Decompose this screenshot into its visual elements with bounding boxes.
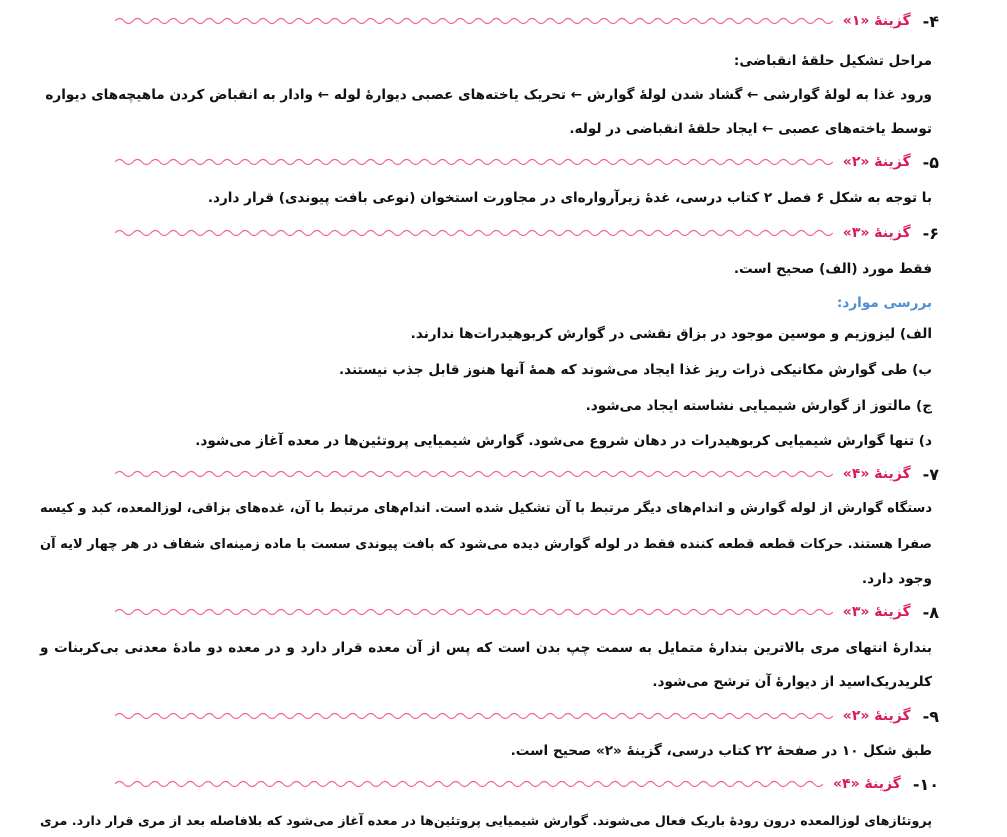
q10-line-1: پروتئازهای لوزالمعده درون رودهٔ باریک فعال می‌شوند. گوارش شیمیایی پروتئین‌ها در معده آغاز می‌شود که بلافاصله بعد از مری قرار دارد. مری [40,813,932,828]
correct-choice: گزینهٔ «۲» [842,708,911,724]
q5-line-1: با توجه به شکل ۶ فصل ۲ کتاب درسی، غدهٔ زیرآرواره‌ای در مجاورت استخوان (نوعی بافت پیوندی) قرار دارد. [207,190,932,206]
q6-review-heading: بررسی موارد: [836,295,932,311]
q6-item-d: د) تنها گوارش شیمیایی کربوهیدرات در دهان شروع می‌شود. گوارش شیمیایی پروتئین‌ها در معده آغاز می‌شود. [195,433,932,449]
answer-header-7 [115,462,939,486]
q6-item-a: الف) لیزوزیم و موسین موجود در بزاق نقشی در گوارش کربوهیدرات‌ها ندارند. [410,326,932,342]
answer-header-8 [115,600,939,624]
wavy-divider [115,778,823,790]
q7-line-1: دستگاه گوارش از لوله گوارش و اندام‌های دیگر مرتبط با آن تشکیل شده است. اندام‌های مرتبط با آن، غده‌های بزاقی، لوزالمعده، کبد و کیسه [40,501,932,516]
q4-line-2: ورود غذا به لولهٔ گوارشی ← گشاد شدن لولهٔ گوارش ← تحریک یاخته‌های عصبی دیوارهٔ لوله ← وادار به انقباض کردن ماهیچه‌های دیواره [45,87,932,103]
question-number: ۱۰- [912,774,939,794]
question-number: ۹- [922,706,939,726]
q8-line-2: کلریدریک‌اسید از دیوارهٔ آن ترشح می‌شود. [652,674,932,690]
correct-choice: گزینهٔ «۱» [842,13,911,29]
correct-choice: گزینهٔ «۴» [833,776,901,792]
correct-choice: گزینهٔ «۲» [842,154,911,170]
answer-header-6 [115,221,939,245]
answer-header-9 [115,704,939,728]
wavy-divider [115,227,833,239]
wavy-divider [115,156,833,168]
correct-choice: گزینهٔ «۴» [842,466,911,482]
wavy-divider [115,468,833,480]
q7-line-2: صفرا هستند. حرکات قطعه قطعه کننده فقط در لوله گوارش دیده می‌شود که بافت پیوندی سست با ماده زمینه‌ای شفاف در هر چهار لایه آن [40,537,932,552]
wavy-divider [115,15,833,27]
answer-header-10 [115,772,939,796]
q9-line-1: طبق شکل ۱۰ در صفحهٔ ۲۲ کتاب درسی، گزینهٔ «۲» صحیح است. [510,743,932,759]
answer-header-4 [115,9,939,33]
q7-line-3: وجود دارد. [861,571,932,587]
wavy-divider [115,606,833,618]
correct-choice: گزینهٔ «۳» [842,604,911,620]
correct-choice: گزینهٔ «۳» [842,225,911,241]
wavy-divider [115,710,833,722]
q4-line-3: توسط یاخته‌های عصبی ← ایجاد حلقهٔ انقباضی در لوله. [569,121,932,137]
q6-item-b: ب) طی گوارش مکانیکی ذرات ریز غذا ایجاد می‌شوند که همهٔ آنها هنوز قابل جذب نیستند. [338,362,932,378]
q6-item-c: ج) مالتوز از گوارش شیمیایی نشاسته ایجاد می‌شود. [585,398,932,414]
question-number: ۴- [922,11,939,31]
question-number: ۷- [922,464,939,484]
question-number: ۶- [922,223,939,243]
question-number: ۵- [922,152,939,172]
q4-line-1: مراحل تشکیل حلقهٔ انقباضی: [733,53,932,69]
answer-header-5 [115,150,939,174]
q8-line-1: بندارهٔ انتهای مری بالاترین بندارهٔ متمایل به سمت چپ بدن است که پس از آن معده قرار دارد و در معده دو مادهٔ معدنی بی‌کربنات و [40,640,932,656]
q6-line-1: فقط مورد (الف) صحیح است. [733,261,932,277]
question-number: ۸- [922,602,939,622]
